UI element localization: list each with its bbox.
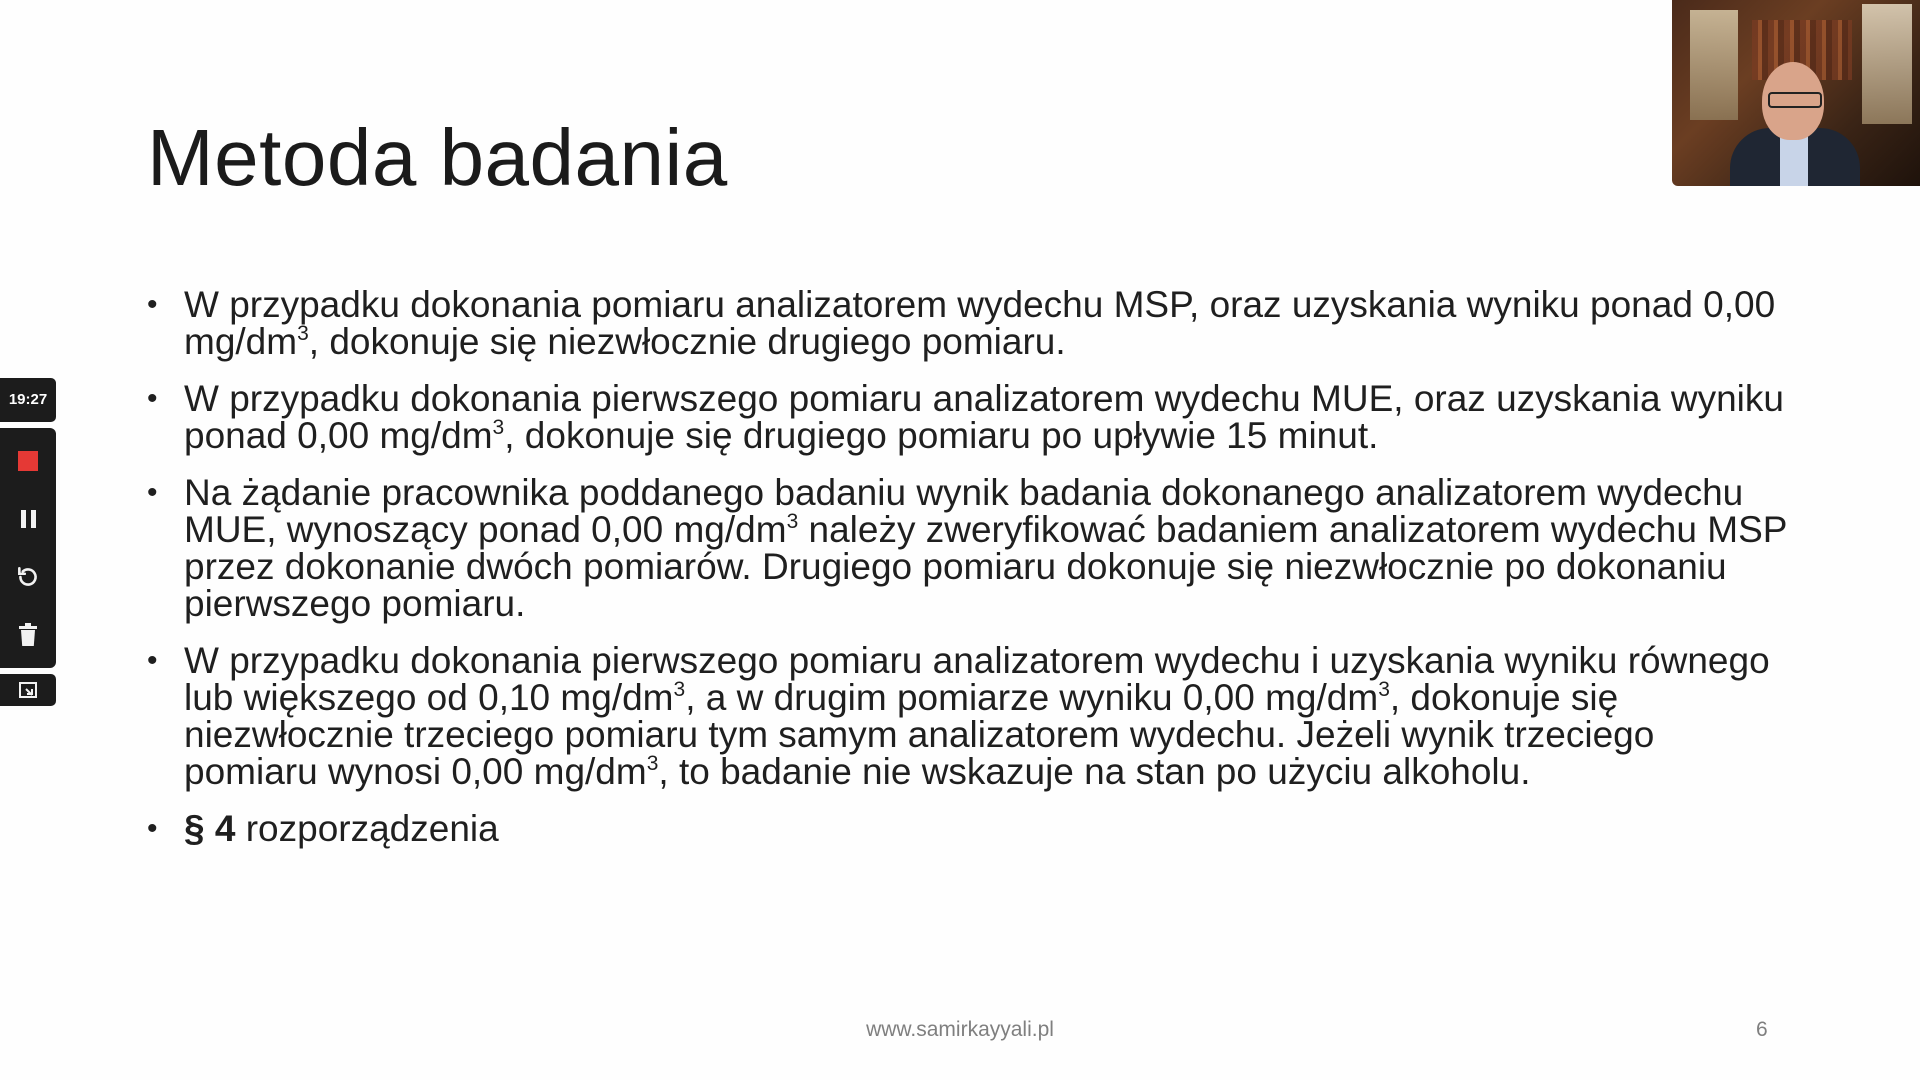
pause-button[interactable]	[0, 490, 56, 548]
bullet-dot: •	[147, 288, 158, 321]
presenter-glasses	[1768, 92, 1822, 108]
bullet-text: , a w drugim pomiarze wyniku 0,00 mg/dm	[685, 677, 1379, 718]
superscript: 3	[1378, 678, 1390, 701]
bullet-dot: •	[147, 382, 158, 415]
restart-icon	[15, 564, 41, 590]
bullet-item	[147, 642, 1787, 790]
restart-button[interactable]	[0, 548, 56, 606]
bullet-text: W przypadku dokonania pomiaru analizatorem wydechu MSP, oraz uzyskania wyniku ponad 0,00 mg/dm	[184, 284, 1776, 362]
superscript: 3	[786, 510, 799, 533]
collapse-icon	[18, 681, 38, 699]
bullet-item	[147, 474, 1787, 622]
bullet-text: , to badanie nie wskazuje na stan po użyciu alkoholu.	[658, 751, 1531, 792]
bullet-item	[147, 810, 1787, 847]
bullet-item	[147, 380, 1787, 454]
bullet-text: , dokonuje się niezwłocznie drugiego pomiaru.	[308, 321, 1066, 362]
bullet-dot: •	[147, 812, 158, 845]
bullet-text: W przypadku dokonania pierwszego pomiaru analizatorem wydechu i uzyskania wyniku równego lub większego od 0,10 mg/dm	[184, 640, 1770, 718]
slide-title: Metoda badania	[147, 113, 728, 202]
bullet-item	[147, 286, 1787, 360]
collapse-toolbar-button[interactable]	[0, 674, 56, 706]
recording-timer: 19:27	[0, 378, 56, 422]
stop-icon	[18, 451, 38, 471]
delete-button[interactable]	[0, 606, 56, 664]
superscript: 3	[646, 752, 659, 775]
bullet-text: W przypadku dokonania pierwszego pomiaru analizatorem wydechu MUE, oraz uzyskania wyniku ponad 0,00 mg/dm	[184, 378, 1784, 456]
superscript: 3	[673, 678, 686, 701]
superscript: 3	[492, 416, 505, 439]
bullet-list	[147, 286, 1787, 867]
stop-button[interactable]	[0, 432, 56, 490]
recording-controls	[0, 428, 56, 668]
bullet-text: Na żądanie pracownika poddanego badaniu wynik badania dokonanego analizatorem wydechu MUE, wynoszący ponad 0,00 mg/dm	[184, 472, 1744, 550]
footer-url: www.samirkayyali.pl	[866, 1018, 1054, 1041]
page-number: 6	[1756, 1018, 1768, 1041]
pause-icon	[21, 510, 36, 528]
bullet-text: , dokonuje się niezwłocznie trzeciego pomiaru tym samym analizatorem wydechu. Jeżeli wynik trzeciego pomiaru wynosi 0,00 mg/dm	[184, 677, 1655, 792]
webcam-background	[1862, 4, 1912, 124]
bullet-text: rozporządzenia	[235, 808, 499, 849]
bullet-dot: •	[147, 644, 158, 677]
delete-icon	[17, 623, 39, 647]
bullet-dot: •	[147, 476, 158, 509]
bullet-bold-text: § 4	[184, 808, 236, 849]
webcam-background	[1690, 10, 1738, 120]
bullet-text: należy zweryfikować badaniem analizatorem wydechu MSP przez dokonanie dwóch pomiarów. Drugiego pomiaru dokonuje się niezwłocznie po dokonaniu pierwszego pomiaru.	[184, 509, 1787, 624]
recording-toolbar	[0, 378, 56, 706]
webcam-video[interactable]	[1672, 0, 1920, 186]
superscript: 3	[297, 322, 309, 345]
bullet-text: , dokonuje się drugiego pomiaru po upływie 15 minut.	[504, 415, 1379, 456]
